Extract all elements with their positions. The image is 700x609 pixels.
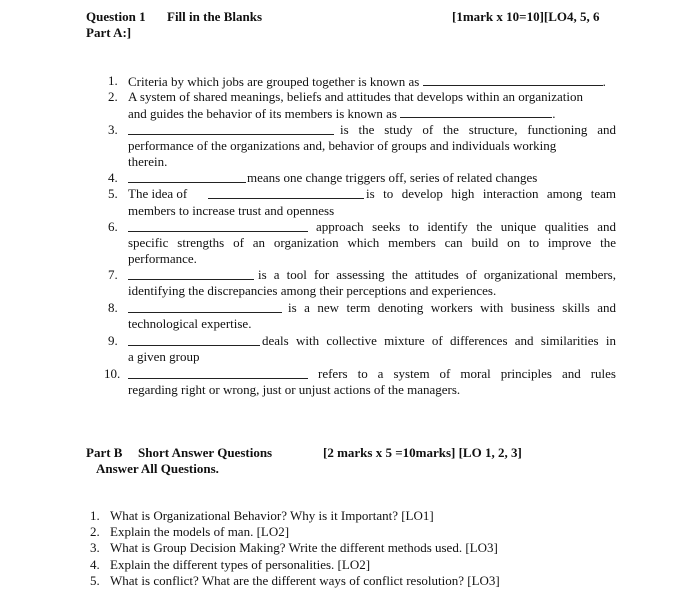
q10-blank[interactable] [128, 366, 308, 379]
pb-q2-text: Explain the models of man. [LO2] [110, 524, 290, 539]
q6-line1: approach seeks to identify the unique qualities and [316, 219, 616, 234]
pb-q2-number: 2. [90, 524, 100, 539]
q5-line2: members to increase trust and openness [128, 203, 335, 218]
q5-pre: The idea of [128, 186, 188, 201]
q2-blank[interactable] [400, 105, 552, 118]
q10-number: 10. [104, 366, 121, 381]
q8-number: 8. [108, 300, 118, 315]
q5-number: 5. [108, 186, 118, 201]
q4-number: 4. [108, 170, 118, 185]
pb-q1-number: 1. [90, 508, 100, 523]
pb-q5-number: 5. [90, 573, 100, 588]
part-b-title: Short Answer Questions [138, 445, 273, 460]
pb-q5-text: What is conflict? What are the different ways of conflict resolution? [LO3] [110, 573, 500, 588]
question-marks: [1mark x 10=10][LO4, 5, 6 [452, 9, 600, 24]
q1-end: . [602, 74, 606, 89]
q7-line1: is a tool for assessing the attitudes of organizational members, [258, 267, 616, 282]
pb-q3-text: What is Group Decision Making? Write the different methods used. [LO3] [110, 540, 498, 555]
q4-blank[interactable] [128, 170, 246, 183]
q3-number: 3. [108, 122, 118, 137]
q3-line2: performance of the organizations and, behavior of groups and individuals working [128, 138, 557, 153]
question-title: Fill in the Blanks [167, 9, 262, 24]
q4-text: means one change triggers off, series of related changes [247, 170, 538, 185]
q1-text: Criteria by which jobs are grouped together is known as [128, 74, 420, 89]
q9-number: 9. [108, 333, 118, 348]
q6-number: 6. [108, 219, 118, 234]
q6-line2: specific strengths of an organization which members can build on to improve the [128, 235, 616, 250]
q1-line [128, 73, 606, 90]
q3-line3: therein. [128, 154, 168, 169]
part-b-marks: [2 marks x 5 =10marks] [LO 1, 2, 3] [323, 445, 522, 460]
q2-line2-text: and guides the behavior of its members is known as [128, 106, 397, 121]
q10-line2: regarding right or wrong, just or unjust actions of the managers. [128, 382, 461, 397]
q9-line1: deals with collective mixture of differences and similarities in [262, 333, 616, 348]
q3-line1: is the study of the structure, functioning and [340, 122, 616, 137]
q10-line1: refers to a system of moral principles and rules [318, 366, 616, 381]
pb-q4-number: 4. [90, 557, 100, 572]
q1-blank[interactable] [423, 73, 603, 86]
pb-q3-number: 3. [90, 540, 100, 555]
part-b-label: Part B [86, 445, 123, 460]
q2-line2 [128, 105, 555, 122]
q6-blank[interactable] [128, 219, 308, 232]
q3-blank[interactable] [128, 122, 334, 135]
q6-line3: performance. [128, 251, 197, 266]
q7-blank[interactable] [128, 267, 254, 280]
q2-line1: A system of shared meanings, beliefs and attitudes that develops within an organization [128, 89, 584, 104]
pb-q1-text: What is Organizational Behavior? Why is it Important? [LO1] [110, 508, 434, 523]
question-number: Question 1 [86, 9, 146, 24]
q7-line2: identifying the discrepancies among their perceptions and experiences. [128, 283, 497, 298]
q5-line1: is to develop high interaction among team [366, 186, 616, 201]
q5-blank[interactable] [208, 186, 364, 199]
q9-line2: a given group [128, 349, 200, 364]
q8-blank[interactable] [128, 300, 282, 313]
q1-number: 1. [108, 73, 118, 88]
part-b-instruction: Answer All Questions. [96, 461, 219, 476]
q8-line2: technological expertise. [128, 316, 252, 331]
q7-number: 7. [108, 267, 118, 282]
q8-line1: is a new term denoting workers with business skills and [288, 300, 616, 315]
part-a-label: Part A:] [86, 25, 132, 40]
q2-number: 2. [108, 89, 118, 104]
pb-q4-text: Explain the different types of personalities. [LO2] [110, 557, 371, 572]
q9-blank[interactable] [128, 333, 260, 346]
q2-end: . [552, 106, 556, 121]
